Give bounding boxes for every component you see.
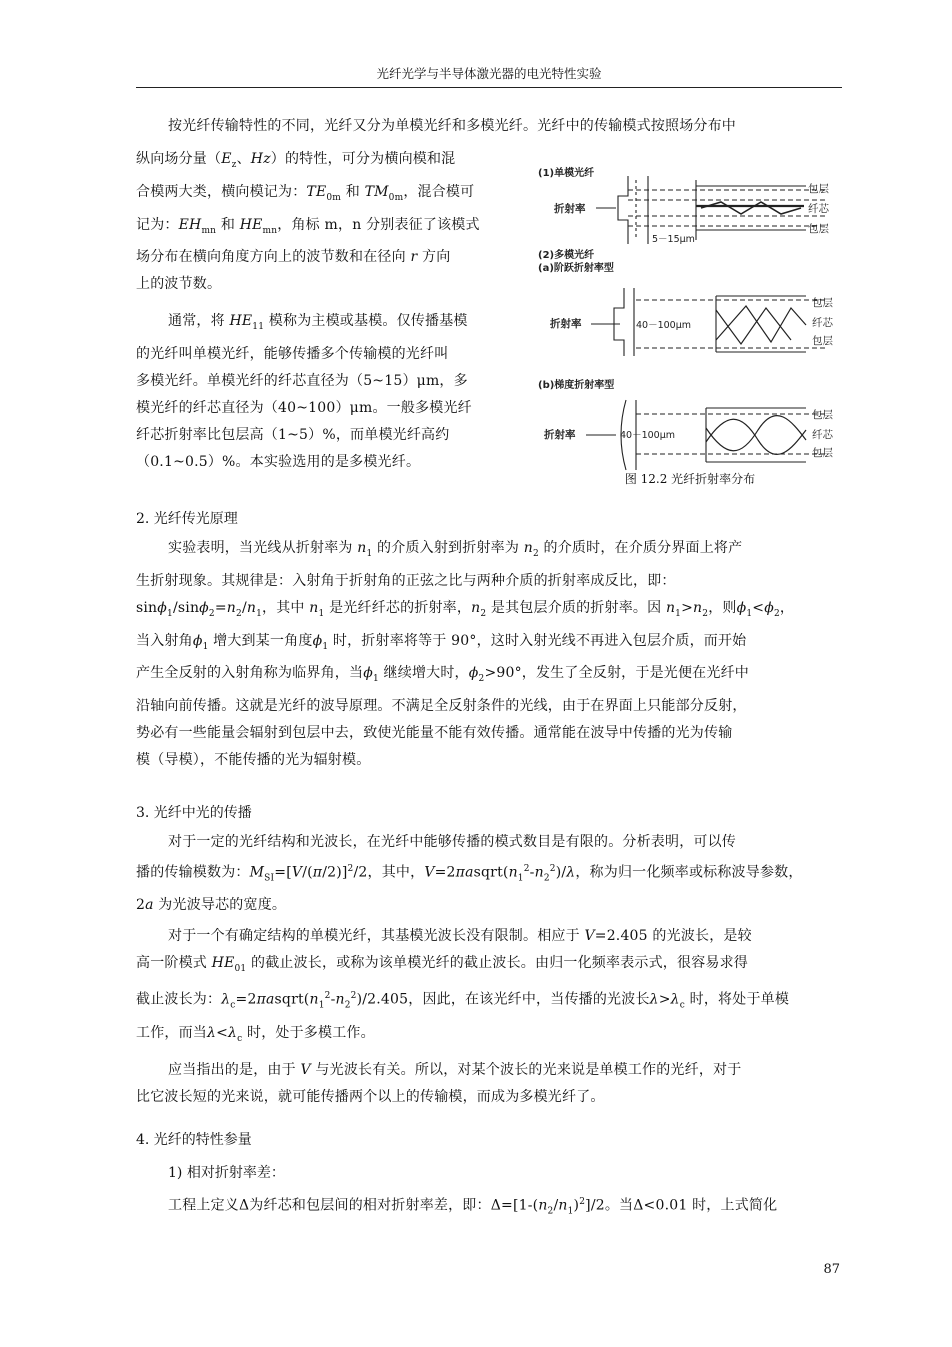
core-label-1: 纤芯	[808, 203, 829, 215]
sec2-line-2: 生折射现象。其规律是：入射角于折射角的正弦之比与两种介质的折射率成反比，即：	[136, 572, 676, 589]
header-rule	[136, 87, 842, 88]
sec3-line-4: 对于一个有确定结构的单模光纤，其基模光波长没有限制。相应于 V=2.405 的光波长，是较	[168, 928, 752, 945]
sec3-line-8: 应当指出的是，由于 V 与光波长有关。所以，对某个波长的光来说是单模工作的光纤，对于	[168, 1061, 742, 1078]
fiber-index-figure	[536, 150, 842, 495]
index-label-2: 折射率	[550, 318, 582, 330]
sec2-line-8: 模（导模），不能传播的光为辐射模。	[136, 752, 371, 769]
figure-caption: 图 12.2 光纤折射率分布	[624, 472, 756, 486]
sec3-line-1: 对于一定的光纤结构和光波长，在光纤中能够传播的模式数目是有限的。分析表明，可以传	[168, 834, 736, 850]
graded-title: (b)梯度折射率型	[538, 380, 615, 391]
dim-single: 5－15μm	[652, 234, 695, 245]
sec2-line-4: 当入射角$\phi_1$ 增大到某一角度$\phi_1$ 时，折射率将等于 90°，这时入射光线不再进入包层介质，而开始	[136, 632, 747, 652]
section-4-subtitle: 1) 相对折射率差：	[168, 1165, 285, 1181]
sec3-line-3: 2a 为光波导芯的宽度。	[136, 897, 287, 914]
intro-wrap	[136, 146, 514, 298]
section-3-title: 3. 光纤中光的传播	[136, 805, 252, 821]
para2-line-3: 多模光纤。单模光纤的纤芯直径为（5~15）μm，多	[136, 372, 468, 389]
sec4-line-1: 工程上定义Δ为纤芯和包层间的相对折射率差，即：$\Delta=[1-(n_2/n_1)^2]/2$。当Δ<0.01 时，上式简化	[168, 1197, 778, 1217]
dim-multi-2: 40－100μm	[620, 430, 676, 441]
section-2-body	[136, 535, 842, 774]
index-label-1: 折射率	[554, 203, 586, 215]
core-label-2: 纤芯	[812, 317, 833, 329]
dim-multi-1: 40－100μm	[636, 320, 692, 331]
sec2-line-7: 势必有一些能量会辐射到包层中去，致使光能量不能有效传播。通常能在波导中传播的光为传输	[136, 725, 733, 742]
para2-line-4: 模光纤的纤芯直径为（40~100）μm。一般多模光纤	[136, 399, 472, 416]
para2-line-5: 纤芯折射率比包层高（1~5）%，而单模光纤高约	[136, 426, 450, 443]
section-3-body	[136, 829, 842, 1111]
sec3-line-7: 工作，而当$\lambda<\lambda_c$ 时，处于多模工作。	[136, 1024, 375, 1044]
para2-wrap	[136, 308, 514, 476]
step-title: (a)阶跃折射率型	[538, 263, 614, 274]
intro-line-2: 合模两大类，横向模记为：$TE_{0m}$ 和 $TM_{0m}$，混合模可	[136, 183, 475, 203]
intro-line-3: 记为：$EH_{mn}$ 和 $HE_{mn}$，角标 m，n 分别表征了该模式	[136, 216, 480, 236]
sec3-line-9: 比它波长短的光来说，就可能传播两个以上的传输模，而成为多模光纤了。	[136, 1088, 605, 1105]
cladding-label-2: 包层	[808, 223, 829, 235]
sec3-line-2: 播的传输模数为：$M_{SI}=[V/(\pi/2)]^2/2$，其中，$V=2\pi asqrt(n_1^2-n_2^2)/\lambda$，称为归一化频率或标称波导参数，	[136, 864, 803, 884]
cladding-label-5: 包层	[812, 409, 833, 421]
intro-line-4: 场分布在横向角度方向上的波节数和在径向 r 方向	[136, 249, 451, 266]
para2-line-1: 通常，将 $HE_{11}$ 模称为主模或基模。仅传播基模	[168, 313, 468, 332]
sec2-line-5: 产生全反射的入射角称为临界角，当$\phi_1$ 继续增大时，$\phi_2>90^\circ$，发生了全反射，于是光便在光纤中	[136, 665, 749, 685]
core-label-3: 纤芯	[812, 429, 833, 441]
cladding-label-1: 包层	[808, 183, 829, 195]
cladding-label-4: 包层	[812, 335, 833, 347]
sec3-line-6: 截止波长为：$\lambda_c=2\pi asqrt(n_1^2-n_2^2)/2.405$，因此，在该光纤中，当传播的光波长$\lambda>\lambda_c$ 时，将处于单模	[136, 991, 790, 1011]
index-label-3: 折射率	[544, 429, 576, 441]
intro-first-line: 按光纤传输特性的不同，光纤又分为单模光纤和多模光纤。光纤中的传输模式按照场分布中	[168, 118, 736, 134]
para2-line-2: 的光纤叫单模光纤，能够传播多个传输模的光纤叫	[136, 345, 449, 362]
section-4-title: 4. 光纤的特性参量	[136, 1132, 252, 1148]
intro-line-5: 上的波节数。	[136, 276, 222, 293]
sec2-line-6: 沿轴向前传播。这就是光纤的波导原理。不满足全反射条件的光线，由于在界面上只能部分反射，	[136, 698, 747, 715]
single-mode-title: (1)单模光纤	[538, 168, 595, 179]
sec3-line-5: 高一阶模式 $HE_{01}$ 的截止波长，或称为该单模光纤的截止波长。由归一化频率表示式，很容易求得	[136, 955, 749, 975]
sec2-line-3: $\sin\phi_1/\sin\phi_2=n_2/n_1$，其中 $n_1$ 是光纤纤芯的折射率，$n_2$ 是其包层介质的折射率。因 $n_1>n_2$，则$\phi_1<\phi_2$，	[136, 599, 795, 619]
sec2-line-1: 实验表明，当光线从折射率为 $n_1$ 的介质入射到折射率为 $n_2$ 的介质时，在介质分界面上将产	[168, 540, 743, 559]
cladding-label-3: 包层	[812, 297, 833, 309]
para2-line-6: （0.1~0.5）%。本实验选用的是多模光纤。	[136, 453, 421, 470]
section-2-title: 2. 光纤传光原理	[136, 511, 238, 527]
running-header: 光纤光学与半导体激光器的电光特性实验	[376, 66, 602, 81]
page-number: 87	[823, 1262, 840, 1277]
multi-mode-title: (2)多模光纤	[538, 250, 595, 261]
intro-line-1: 纵向场分量（$E_z$、Hz）的特性，可分为横向模和混	[136, 151, 456, 170]
cladding-label-6: 包层	[812, 447, 833, 459]
